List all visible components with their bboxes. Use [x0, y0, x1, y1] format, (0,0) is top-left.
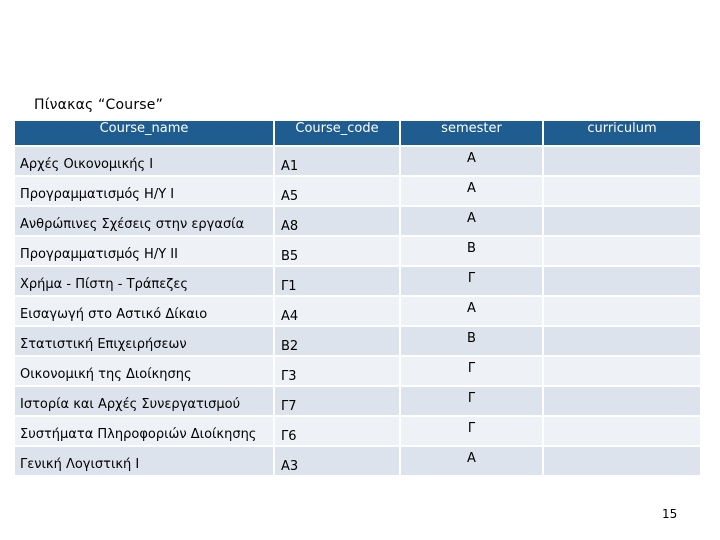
page-number: 15 — [662, 507, 678, 521]
semester-cell: Γ — [401, 267, 544, 297]
course-code-cell: Β2 — [275, 327, 401, 357]
curriculum-cell — [544, 447, 700, 477]
table-row — [15, 417, 700, 447]
semester-cell: Α — [401, 297, 544, 327]
course-name-cell: Οικονομική της Διοίκησης — [15, 357, 275, 387]
course-code-cell: Β5 — [275, 237, 401, 267]
table-row — [15, 357, 700, 387]
course-table — [15, 121, 700, 477]
table-caption: Πίνακας “Course” — [34, 97, 164, 113]
curriculum-cell — [544, 357, 700, 387]
curriculum-cell — [544, 327, 700, 357]
table-row — [15, 177, 700, 207]
semester-cell: Γ — [401, 357, 544, 387]
curriculum-cell — [544, 267, 700, 297]
semester-cell: Α — [401, 207, 544, 237]
curriculum-cell — [544, 417, 700, 447]
table-row — [15, 147, 700, 177]
course-code-cell: Γ6 — [275, 417, 401, 447]
table-row — [15, 297, 700, 327]
course-code-cell: Γ1 — [275, 267, 401, 297]
course-code-cell: Α3 — [275, 447, 401, 477]
course-name-cell: Αρχές Οικονομικής Ι — [15, 147, 275, 177]
table-row — [15, 327, 700, 357]
curriculum-cell — [544, 237, 700, 267]
course-code-cell: Γ7 — [275, 387, 401, 417]
course-code-cell: Α4 — [275, 297, 401, 327]
curriculum-cell — [544, 387, 700, 417]
header-row — [15, 121, 700, 147]
course-name-cell: Ιστορία και Αρχές Συνεργατισμού — [15, 387, 275, 417]
column-header-course-name: Course_name — [15, 121, 275, 147]
table-row — [15, 447, 700, 477]
curriculum-cell — [544, 177, 700, 207]
semester-cell: Β — [401, 327, 544, 357]
semester-cell: Γ — [401, 387, 544, 417]
course-code-cell: Α1 — [275, 147, 401, 177]
course-name-cell: Προγραμματισμός Η/Υ ΙΙ — [15, 237, 275, 267]
course-name-cell: Εισαγωγή στο Αστικό Δίκαιο — [15, 297, 275, 327]
table-row — [15, 387, 700, 417]
semester-cell: Α — [401, 177, 544, 207]
curriculum-cell — [544, 297, 700, 327]
course-name-cell: Προγραμματισμός Η/Υ Ι — [15, 177, 275, 207]
course-name-cell: Γενική Λογιστική Ι — [15, 447, 275, 477]
course-code-cell: Α5 — [275, 177, 401, 207]
semester-cell: Γ — [401, 417, 544, 447]
table-row — [15, 267, 700, 297]
column-header-curriculum: curriculum — [544, 121, 700, 147]
course-code-cell: Γ3 — [275, 357, 401, 387]
curriculum-cell — [544, 207, 700, 237]
table-row — [15, 207, 700, 237]
course-name-cell: Ανθρώπινες Σχέσεις στην εργασία — [15, 207, 275, 237]
semester-cell: Β — [401, 237, 544, 267]
column-header-semester: semester — [401, 121, 544, 147]
course-name-cell: Στατιστική Επιχειρήσεων — [15, 327, 275, 357]
curriculum-cell — [544, 147, 700, 177]
course-name-cell: Χρήμα - Πίστη - Τράπεζες — [15, 267, 275, 297]
column-header-course-code: Course_code — [275, 121, 401, 147]
semester-cell: Α — [401, 147, 544, 177]
course-name-cell: Συστήματα Πληροφοριών Διοίκησης — [15, 417, 275, 447]
course-code-cell: Α8 — [275, 207, 401, 237]
semester-cell: Α — [401, 447, 544, 477]
table-row — [15, 237, 700, 267]
